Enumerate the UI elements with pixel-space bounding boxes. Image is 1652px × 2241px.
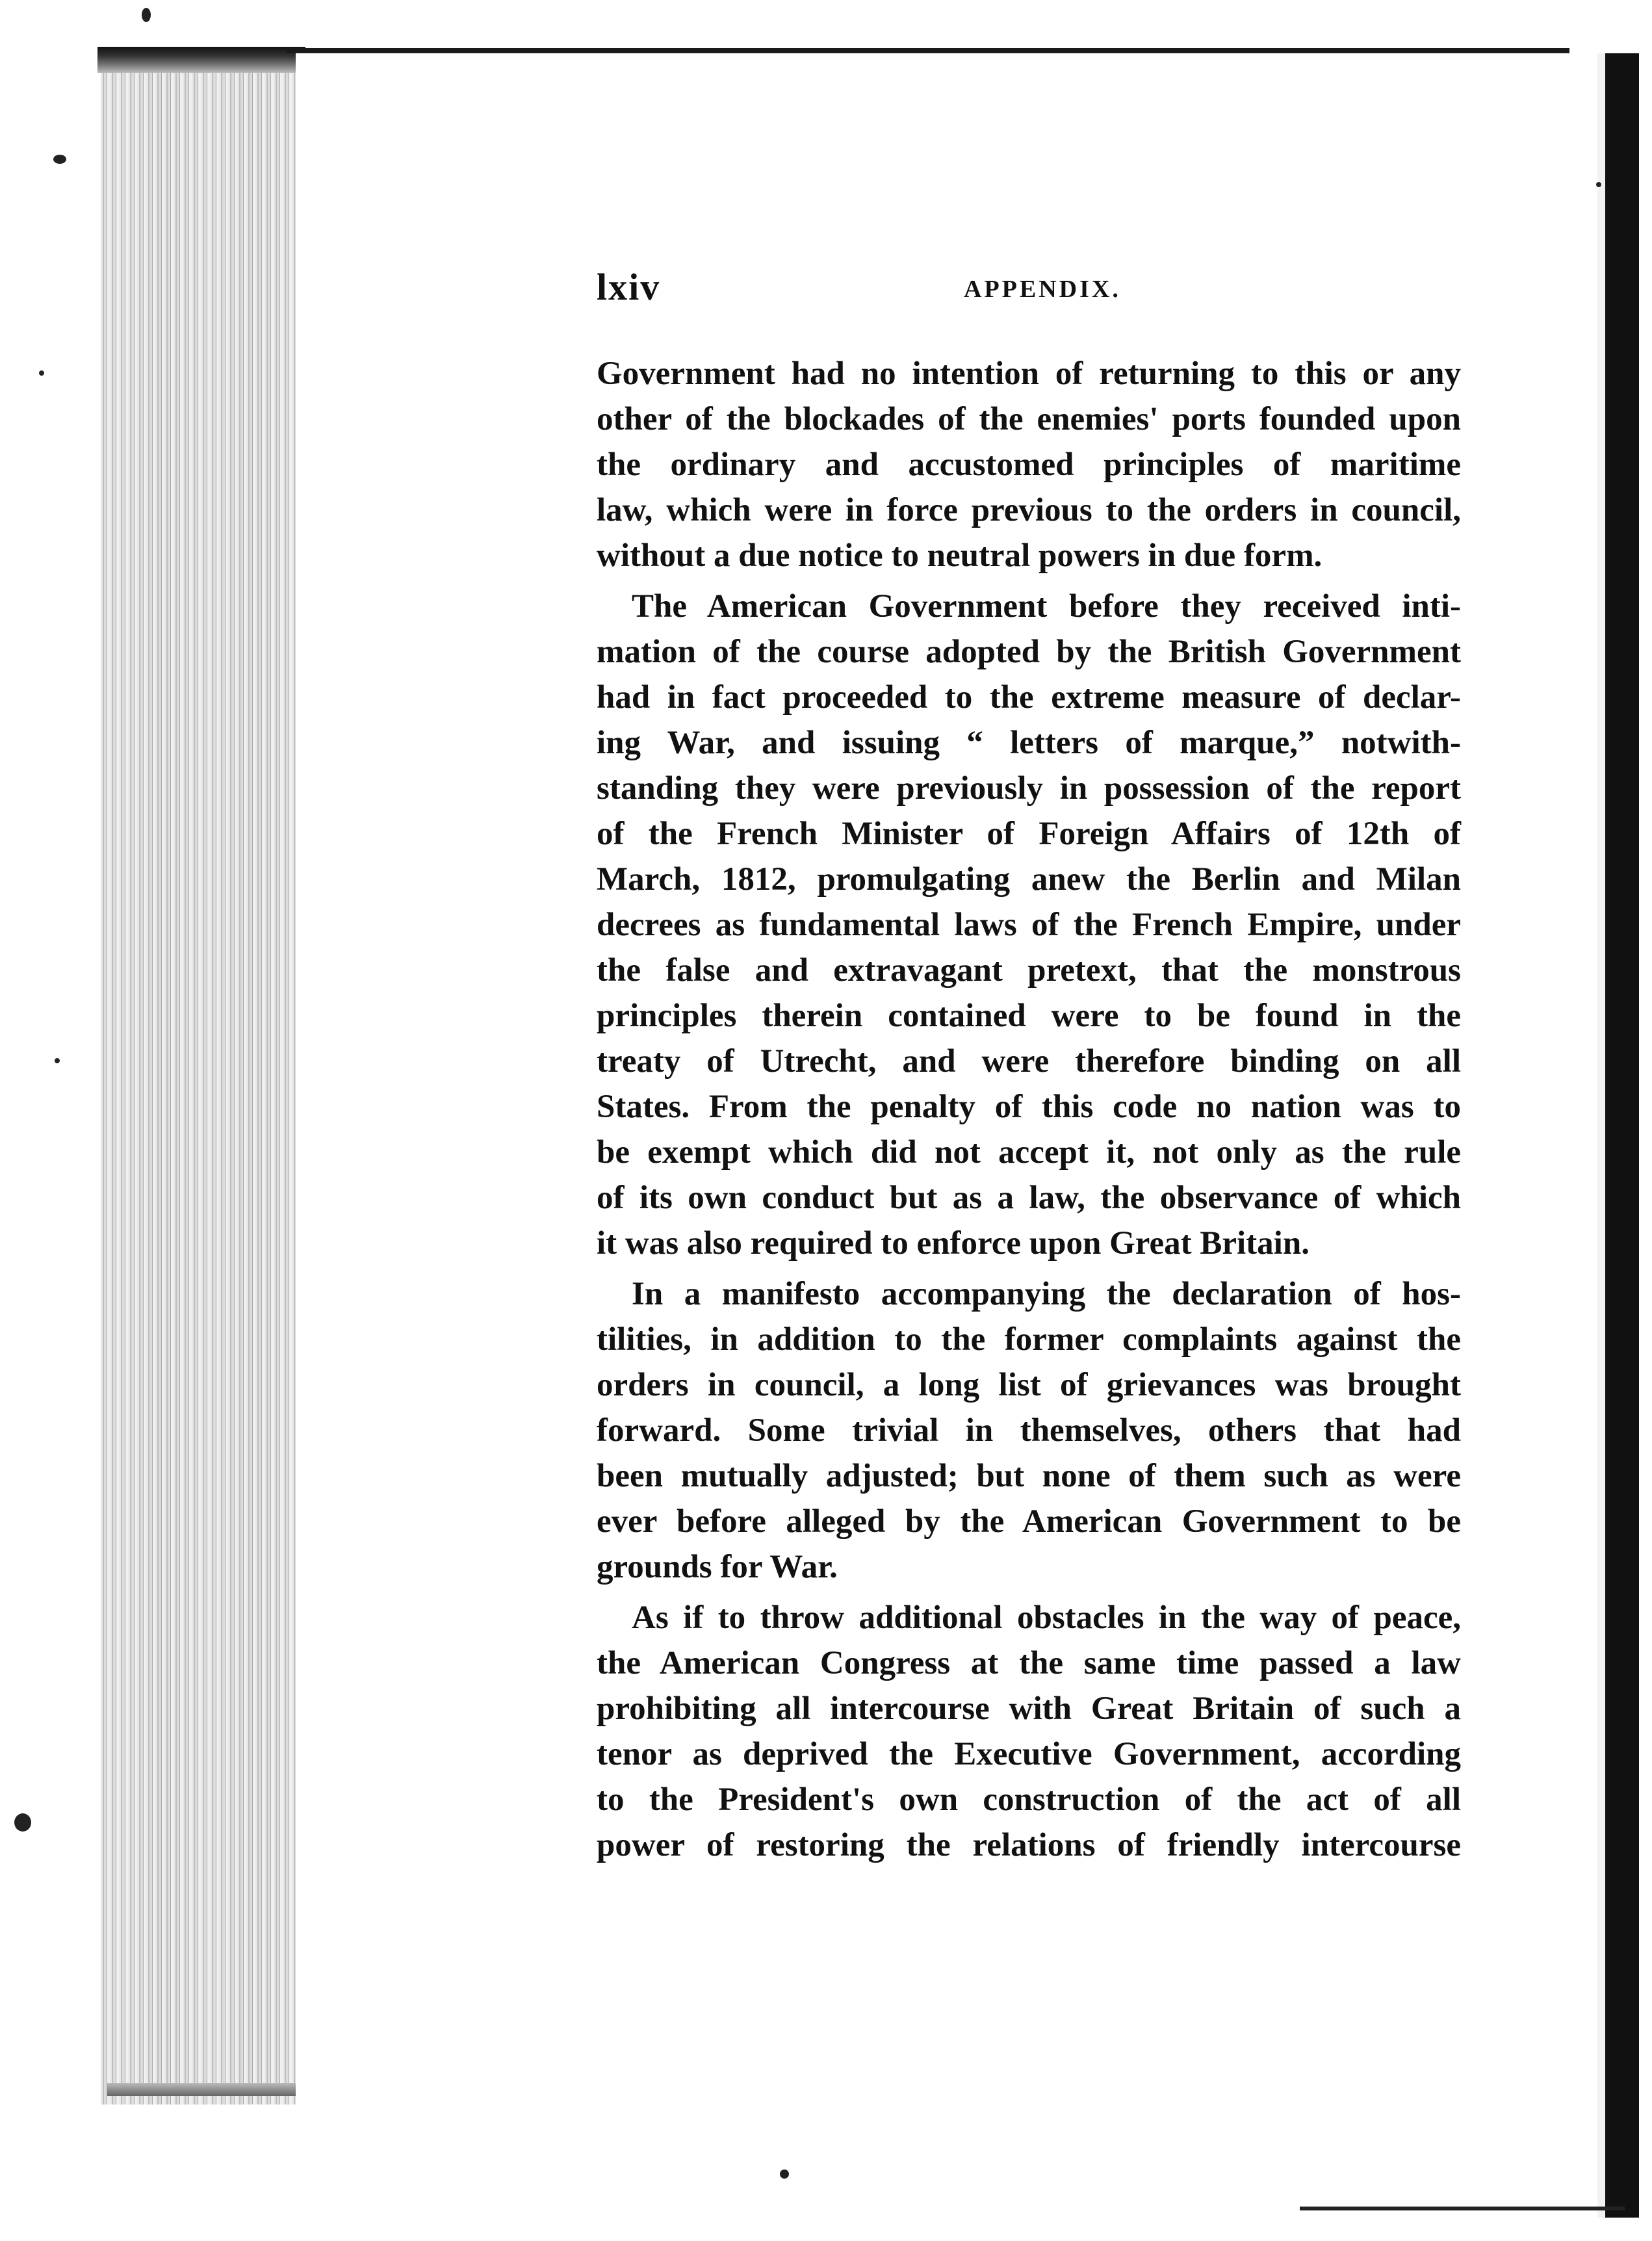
text-line: other of the blockades of the enemies' ports founded upon xyxy=(597,401,1461,437)
paragraph xyxy=(597,1271,1461,1590)
text-line: the American Congress at the same time passed a law xyxy=(597,1645,1461,1681)
text-line: power of restoring the relations of friendly intercourse xyxy=(597,1827,1461,1863)
text-line: mation of the course adopted by the British Government xyxy=(597,634,1461,670)
text-line: had in fact proceeded to the extreme measure of declar- xyxy=(597,679,1461,716)
speck-mark xyxy=(39,370,44,376)
paragraph xyxy=(597,1595,1461,1868)
running-head xyxy=(597,265,1461,324)
text-line: forward. Some trivial in themselves, others that had xyxy=(597,1412,1461,1449)
text-line: tenor as deprived the Executive Government, according xyxy=(597,1736,1461,1772)
top-border-line xyxy=(286,48,1569,53)
text-line: standing they were previously in possession of the report xyxy=(597,770,1461,807)
text-line: it was also required to enforce upon Great Britain. xyxy=(597,1225,1310,1262)
running-title: APPENDIX. xyxy=(964,276,1121,303)
text-line: decrees as fundamental laws of the French Empire, under xyxy=(597,907,1461,943)
text-line: prohibiting all intercourse with Great Britain of such a xyxy=(597,1690,1461,1727)
text-line: States. From the penalty of this code no nation was to xyxy=(597,1089,1461,1125)
speck-mark xyxy=(1596,182,1601,187)
text-line: ever before alleged by the American Government to be xyxy=(597,1503,1461,1540)
text-line: to the President's own construction of the act of all xyxy=(597,1781,1461,1818)
text-line: ing War, and issuing “ letters of marque,” notwith- xyxy=(597,725,1461,761)
bottom-border-line xyxy=(1300,2207,1625,2210)
speck-mark xyxy=(55,1058,60,1063)
text-line: without a due notice to neutral powers in due form. xyxy=(597,538,1323,574)
text-line: the ordinary and accustomed principles of maritime xyxy=(597,447,1461,483)
speck-mark xyxy=(14,1813,31,1832)
text-line: Government had no intention of returning to this or any xyxy=(597,356,1461,392)
text-line: March, 1812, promulgating anew the Berlin and Milan xyxy=(597,861,1461,898)
page-edge-stack xyxy=(101,51,296,2105)
body-text xyxy=(597,351,1461,1873)
speck-mark xyxy=(142,8,151,22)
text-line: tilities, in addition to the former complaints against the xyxy=(597,1321,1461,1358)
page-number: lxiv xyxy=(597,266,661,308)
text-line: been mutually adjusted; but none of them such as were xyxy=(597,1458,1461,1494)
text-line: be exempt which did not accept it, not only as the rule xyxy=(597,1134,1461,1171)
paragraph xyxy=(597,584,1461,1266)
text-line: grounds for War. xyxy=(597,1549,838,1585)
text-line: the false and extravagant pretext, that the monstrous xyxy=(597,952,1461,989)
page-edge-top-shadow xyxy=(97,47,305,73)
facing-page-edge xyxy=(1605,53,1639,2218)
page-edge-bottom-shadow xyxy=(107,2083,296,2096)
text-line: of its own conduct but as a law, the observance of which xyxy=(597,1180,1461,1216)
speck-mark xyxy=(780,2170,789,2179)
text-line: treaty of Utrecht, and were therefore binding on all xyxy=(597,1043,1461,1080)
speck-mark xyxy=(53,155,66,164)
text-line: orders in council, a long list of grievances was brought xyxy=(597,1367,1461,1403)
text-line: principles therein contained were to be found in the xyxy=(597,998,1461,1034)
paragraph xyxy=(597,351,1461,578)
text-line: of the French Minister of Foreign Affairs of 12th of xyxy=(597,816,1461,852)
text-line: In a manifesto accompanying the declaration of hos- xyxy=(632,1276,1461,1312)
text-line: law, which were in force previous to the orders in council, xyxy=(597,492,1461,528)
gutter-gap xyxy=(1597,53,1605,2218)
text-line: The American Government before they received inti- xyxy=(632,588,1461,625)
text-line: As if to throw additional obstacles in the way of peace, xyxy=(632,1600,1461,1636)
